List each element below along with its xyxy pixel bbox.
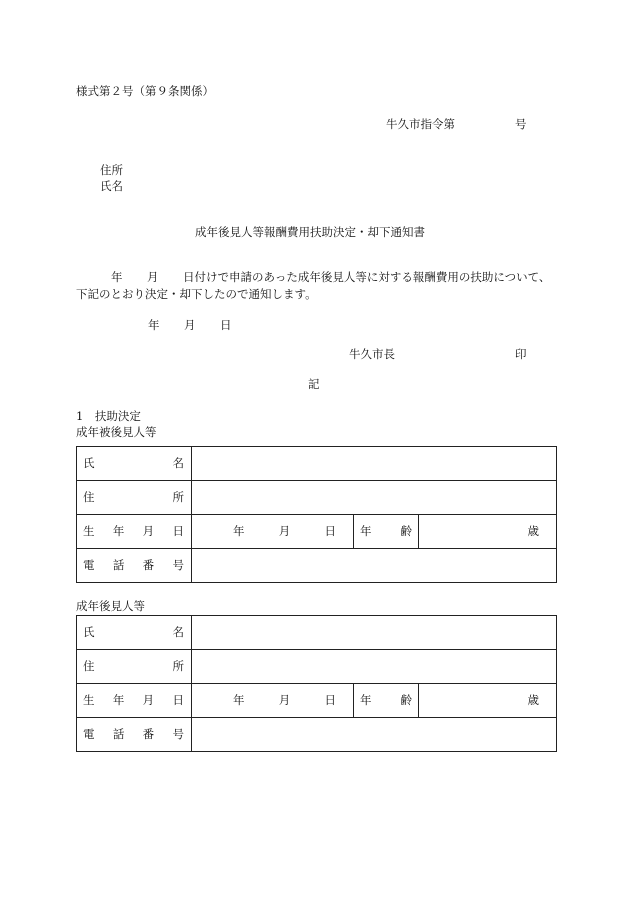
- order-number-prefix: 牛久市指令第: [386, 117, 455, 131]
- ward-address-label: 住 所: [77, 481, 192, 515]
- ward-dob-row: [77, 515, 557, 549]
- ward-dob-label: 生 年 月 日: [77, 515, 192, 549]
- ward-table: [76, 446, 557, 583]
- issue-date-year: 年: [148, 318, 160, 332]
- ward-age-label: 年 齢: [354, 515, 419, 549]
- ward-phone-label: 電 話 番 号: [77, 549, 192, 583]
- recipient-address-label: 住所: [100, 163, 123, 177]
- order-number-suffix: 号: [515, 117, 527, 131]
- guardian-phone-field[interactable]: [192, 718, 557, 752]
- guardian-name-label: 氏 名: [77, 616, 192, 650]
- section-1-heading: 1 扶助決定: [76, 409, 141, 423]
- issuer-title: 牛久市長: [349, 347, 395, 361]
- seal-mark: 印: [515, 347, 527, 361]
- guardian-dob-row: [77, 684, 557, 718]
- guardian-table: [76, 615, 557, 752]
- guardian-address-label: 住 所: [77, 650, 192, 684]
- ward-phone-row: [77, 549, 557, 583]
- ward-address-field[interactable]: [192, 481, 557, 515]
- ward-name-row: [77, 447, 557, 481]
- ward-phone-field[interactable]: [192, 549, 557, 583]
- issue-date-day: 日: [220, 318, 232, 332]
- guardian-address-field[interactable]: [192, 650, 557, 684]
- ward-dob-field[interactable]: 年 月 日: [192, 515, 354, 549]
- ward-name-field[interactable]: [192, 447, 557, 481]
- guardian-phone-label: 電 話 番 号: [77, 718, 192, 752]
- ward-heading: 成年被後見人等: [76, 425, 157, 439]
- form-id: 様式第２号（第９条関係）: [76, 84, 214, 98]
- guardian-age-field[interactable]: [419, 684, 557, 718]
- body-month: 月: [147, 270, 159, 284]
- ward-age-unit: 歳: [527, 523, 539, 538]
- ward-name-label: 氏 名: [77, 447, 192, 481]
- guardian-heading: 成年後見人等: [76, 599, 145, 613]
- guardian-age-label: 年 齢: [354, 684, 419, 718]
- guardian-phone-row: [77, 718, 557, 752]
- ward-age-field[interactable]: [419, 515, 557, 549]
- body-year: 年: [111, 270, 123, 284]
- guardian-age-unit: 歳: [527, 692, 539, 707]
- ward-address-row: [77, 481, 557, 515]
- guardian-address-row: [77, 650, 557, 684]
- recipient-name-label: 氏名: [100, 179, 123, 193]
- ki-heading: 記: [308, 377, 320, 391]
- body-line-1: 日付けで申請のあった成年後見人等に対する報酬費用の扶助について、: [183, 270, 551, 284]
- guardian-name-row: [77, 616, 557, 650]
- guardian-dob-label: 生 年 月 日: [77, 684, 192, 718]
- issue-date-month: 月: [184, 318, 196, 332]
- guardian-dob-field[interactable]: 年 月 日: [192, 684, 354, 718]
- body-line-2: 下記のとおり決定・却下したので通知します。: [76, 287, 317, 301]
- document-title: 成年後見人等報酬費用扶助決定・却下通知書: [195, 225, 425, 239]
- guardian-name-field[interactable]: [192, 616, 557, 650]
